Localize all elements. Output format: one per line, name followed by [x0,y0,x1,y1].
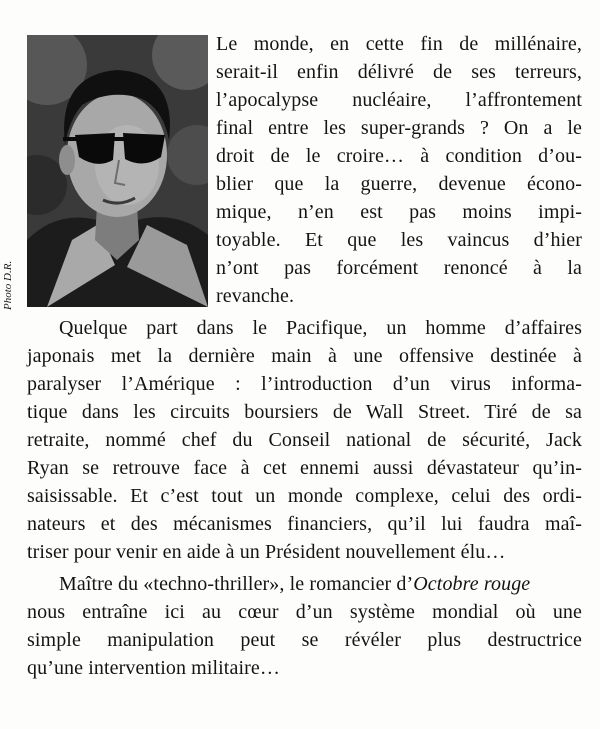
paragraph-2-line: saisissable. Et c’est tout un monde complexe, celui des ordi- [27,485,582,507]
paragraph-2-line: tique dans les circuits boursiers de Wall Street. Tiré de sa [27,401,582,423]
paragraph-2-line: japonais met la dernière main à une offensive destinée à [27,345,582,367]
novel-title: Octobre rouge [413,573,531,595]
paragraph-1-line: mique, n’en est pas moins impi- [216,201,582,223]
photo-credit: Photo D.R. [2,260,14,310]
paragraph-2-line: nateurs et des mécanismes financiers, qu’il lui faudra maî- [27,513,582,535]
author-portrait-illustration [27,35,208,307]
paragraph-1-line: n’ont pas forcément renoncé à la [216,257,582,279]
paragraph-2-line: Ryan se retrouve face à cet ennemi aussi dévastateur qu’in- [27,457,582,479]
paragraph-1-line: blier que la guerre, devenue écono- [216,173,582,195]
paragraph-1-line: toyable. Et que les vaincus d’hier [216,229,582,251]
paragraph-2-line: triser pour venir en aide à un Président nouvellement élu… [27,541,506,563]
paragraph-1-line: l’apocalypse nucléaire, l’affrontement [216,89,582,111]
paragraph-2-line: paralyser l’Amérique : l’introduction d’un virus informa- [27,373,582,395]
paragraph-3-text: Maître du «techno-thriller», le romancier d’ [59,573,414,595]
paragraph-2-line: retraite, nommé chef du Conseil national de sécurité, Jack [27,429,582,451]
paragraph-3-line: simple manipulation peut se révéler plus destructrice [27,629,582,651]
author-photo [27,35,208,307]
paragraph-1-line: Le monde, en cette fin de millénaire, [216,33,582,55]
paragraph-3-line: qu’une intervention militaire… [27,657,280,679]
paragraph-1-line: serait-il enfin délivré de ses terreurs, [216,61,582,83]
paragraph-3-line: nous entraîne ici au cœur d’un système mondial où une [27,601,582,623]
paragraph-3-line [27,570,582,598]
paragraph-1-line: revanche. [216,285,295,307]
paragraph-1-line: final entre les super-grands ? On a le [216,117,582,139]
paragraph-2-line: Quelque part dans le Pacifique, un homme d’affaires [59,317,582,339]
paragraph-1-line: droit de le croire… à condition d’ou- [216,145,582,167]
